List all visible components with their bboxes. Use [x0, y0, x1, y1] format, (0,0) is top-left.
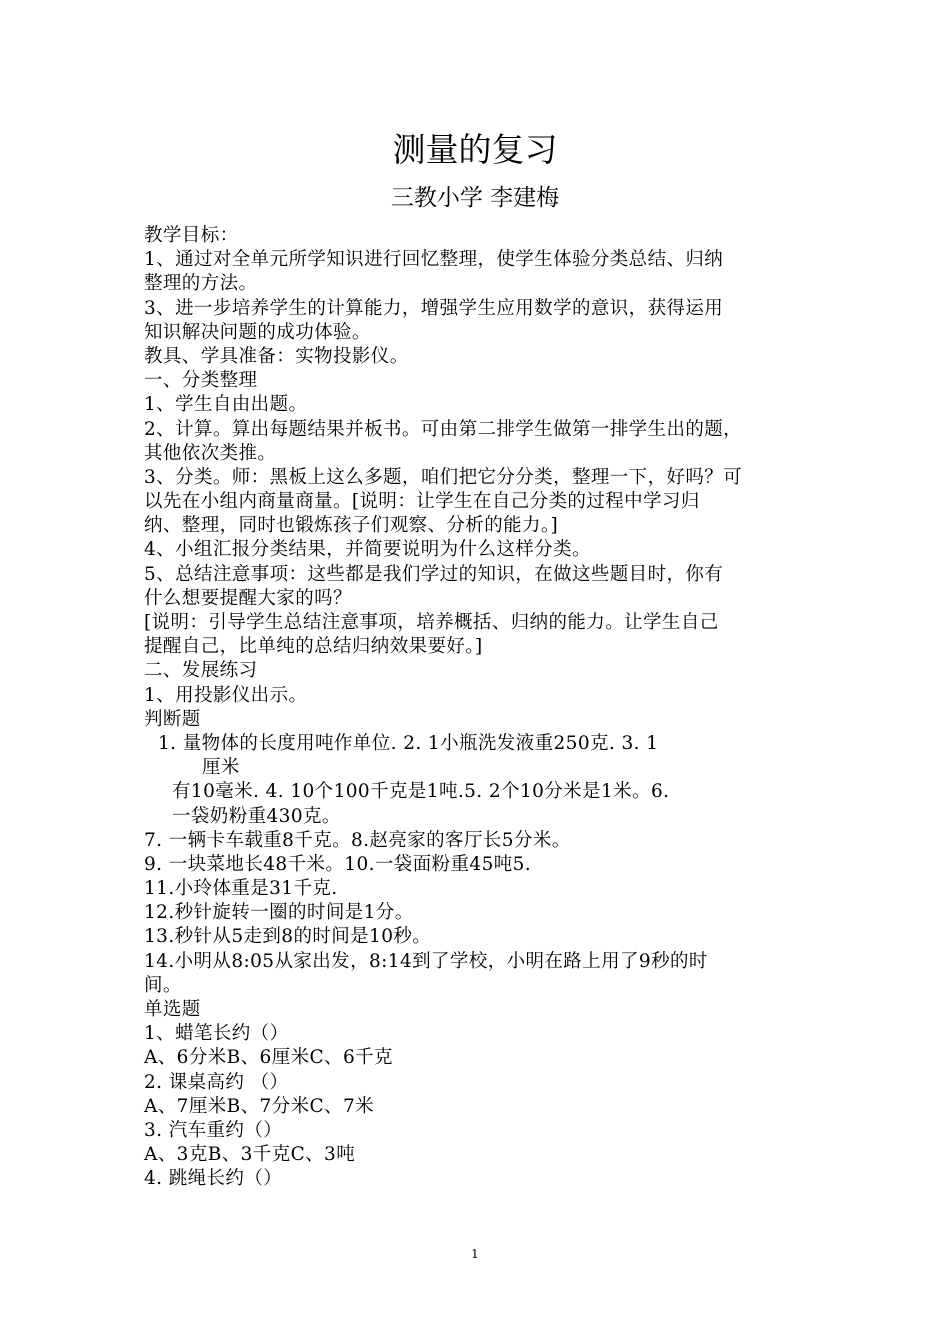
text-line: 整理的方法。 [144, 273, 258, 295]
question-line: 3. 汽车重约（） [144, 1119, 283, 1141]
question-line: 有10毫米. 4. 10个100千克是1吨.5. 2个10分米是1米。6. [172, 781, 670, 803]
question-line: 7. 一辆卡车载重8千克。8.赵亮家的客厅长5分米。 [144, 829, 571, 851]
question-line: 2. 课桌高约 （） [144, 1071, 289, 1093]
document-title: 测量的复习 [392, 130, 558, 169]
question-line: 12.秒针旋转一圈的时间是1分。 [144, 902, 414, 924]
subsection-heading: 单选题 [144, 999, 201, 1020]
question-line: 间。 [144, 974, 182, 996]
text-line: 1、用投影仪出示。 [144, 684, 308, 706]
document-subtitle: 三教小学 李建梅 [390, 185, 560, 211]
page-number: 1 [471, 1247, 479, 1261]
text-line: 教具、学具准备：实物投影仪。 [144, 345, 409, 367]
text-line: [说明：引导学生总结注意事项，培养概括、归纳的能力。让学生自己 [144, 612, 719, 633]
text-line: 知识解决问题的成功体验。 [144, 321, 371, 343]
document-body [144, 224, 816, 1192]
text-line: 以先在小组内商量商量。[说明：让学生在自己分类的过程中学习归 [144, 491, 700, 513]
answer-options: A、3克B、3千克C、3吨 [144, 1144, 356, 1166]
text-line: 3、分类。师：黑板上这么多题，咱们把它分分类，整理一下，好吗？可 [144, 466, 743, 488]
question-line: 4. 跳绳长约（） [144, 1168, 283, 1190]
text-line: 教学目标： [144, 225, 239, 246]
question-line: 厘米 [202, 757, 240, 779]
text-line: 1、通过对全单元所学知识进行回忆整理，使学生体验分类总结、归纳 [144, 249, 724, 271]
text-line: 5、总结注意事项：这些都是我们学过的知识，在做这些题目时，你有 [144, 563, 724, 585]
text-line: 1、学生自由出题。 [144, 394, 308, 416]
question-line: 1、蜡笔长约（） [144, 1023, 289, 1045]
text-line: 3、进一步培养学生的计算能力，增强学生应用数学的意识，获得运用 [144, 297, 724, 319]
text-line: 4、小组汇报分类结果，并简要说明为什么这样分类。 [144, 539, 591, 561]
question-line: 13.秒针从5走到8的时间是10秒。 [144, 926, 432, 948]
answer-options: A、7厘米B、7分米C、7米 [144, 1095, 375, 1117]
text-line: 2、计算。算出每题结果并板书。可由第二排学生做第一排学生出的题， [144, 418, 743, 440]
question-line: 9. 一块菜地长48千米。10.一袋面粉重45吨5. [144, 853, 532, 875]
question-line: 14.小明从8:05从家出发，8:14到了学校，小明在路上用了9秒的时 [144, 950, 708, 972]
question-line: 11.小玲体重是31千克. [144, 878, 338, 900]
text-line: 什么想要提醒大家的吗？ [144, 587, 352, 609]
text-line: 提醒自己，比单纯的总结归纳效果要好。] [144, 636, 483, 658]
text-line: 纳、整理，同时也锻炼孩子们观察、分析的能力。] [144, 515, 559, 537]
question-line: 1. 量物体的长度用吨作单位. 2. 1小瓶洗发液重250克. 3. 1 [158, 732, 659, 754]
text-line: 其他依次类推。 [144, 442, 277, 464]
section-heading: 二、发展练习 [144, 660, 258, 682]
answer-options: A、6分米B、6厘米C、6千克 [144, 1047, 393, 1069]
subsection-heading: 判断题 [144, 708, 201, 730]
section-heading: 一、分类整理 [144, 370, 258, 392]
question-line: 一袋奶粉重430克。 [172, 805, 341, 827]
